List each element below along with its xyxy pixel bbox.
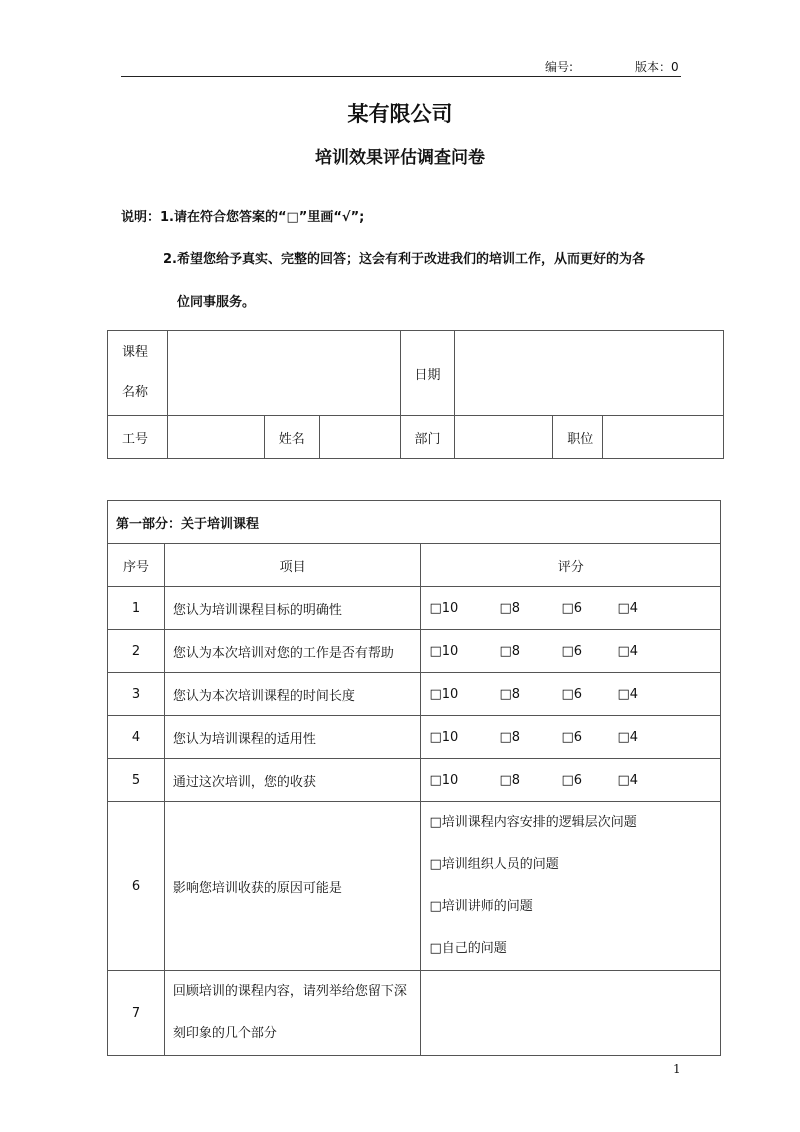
column-header-score: 评分 xyxy=(421,544,721,587)
trainee-info-table xyxy=(107,330,724,459)
section-title: 第一部分：关于培训课程 xyxy=(108,501,721,544)
score-option-checkbox[interactable]: □8 xyxy=(499,686,520,702)
score-option-checkbox[interactable]: □10 xyxy=(429,600,459,616)
score-option-checkbox[interactable]: □10 xyxy=(429,643,459,659)
reason-option-checkbox[interactable]: □培训讲师的问题 xyxy=(429,899,533,914)
column-header-no: 序号 xyxy=(108,544,165,587)
question-text: 您认为本次培训对您的工作是否有帮助 xyxy=(164,630,421,673)
page-number: 1 xyxy=(673,1062,681,1076)
question-row xyxy=(108,630,721,673)
score-option-checkbox[interactable]: □8 xyxy=(499,729,520,745)
score-option-checkbox[interactable]: □6 xyxy=(561,600,582,616)
answer-field[interactable] xyxy=(421,971,721,1056)
version-label: 版本：0 xyxy=(635,60,679,74)
question-row xyxy=(108,759,721,802)
question-row xyxy=(108,587,721,630)
question-text: 您认为本次培训课程的时间长度 xyxy=(164,673,421,716)
instruction-line-2: 2.希望您给予真实、完整的回答；这会有利于改进我们的培训工作，从而更好的为各 xyxy=(163,252,645,267)
score-option-checkbox[interactable]: □4 xyxy=(617,686,638,702)
score-option-checkbox[interactable]: □6 xyxy=(561,729,582,745)
instruction-line-1: 说明：1.请在符合您答案的“□”里画“√”; xyxy=(121,210,365,225)
score-option-checkbox[interactable]: □4 xyxy=(617,772,638,788)
score-option-checkbox[interactable]: □8 xyxy=(499,772,520,788)
score-option-checkbox[interactable]: □8 xyxy=(499,600,520,616)
score-option-checkbox[interactable]: □10 xyxy=(429,772,459,788)
score-option-checkbox[interactable]: □10 xyxy=(429,686,459,702)
question-row xyxy=(108,673,721,716)
column-header-item: 项目 xyxy=(164,544,421,587)
score-option-checkbox[interactable]: □4 xyxy=(617,729,638,745)
row-number: 5 xyxy=(108,759,165,802)
row-number: 7 xyxy=(108,971,165,1056)
row-number: 4 xyxy=(108,716,165,759)
score-option-checkbox[interactable]: □6 xyxy=(561,643,582,659)
score-option-checkbox[interactable]: □4 xyxy=(617,600,638,616)
instruction-line-3: 位同事服务。 xyxy=(177,295,256,310)
question-text: 通过这次培训，您的收获 xyxy=(164,759,421,802)
question-text: 您认为培训课程目标的明确性 xyxy=(164,587,421,630)
score-option-checkbox[interactable]: □6 xyxy=(561,772,582,788)
score-options xyxy=(421,630,721,673)
row-number: 2 xyxy=(108,630,165,673)
reason-options xyxy=(421,802,721,971)
score-options xyxy=(421,759,721,802)
document-number-label: 编号: xyxy=(545,60,574,74)
question-text: 您认为培训课程的适用性 xyxy=(164,716,421,759)
row-number: 1 xyxy=(108,587,165,630)
name-field[interactable] xyxy=(319,416,400,459)
score-options xyxy=(421,587,721,630)
question-row xyxy=(108,716,721,759)
position-label: 职位 xyxy=(553,416,603,459)
course-name-field[interactable] xyxy=(167,331,400,416)
score-options xyxy=(421,716,721,759)
survey-title: 培训效果评估调查问卷 xyxy=(315,148,485,168)
row-number: 3 xyxy=(108,673,165,716)
question-text: 影响您培训收获的原因可能是 xyxy=(164,802,421,971)
score-option-checkbox[interactable]: □10 xyxy=(429,729,459,745)
employee-id-label: 工号 xyxy=(108,416,168,459)
header-rule xyxy=(121,76,681,77)
company-title: 某有限公司 xyxy=(347,102,453,126)
score-option-checkbox[interactable]: □8 xyxy=(499,643,520,659)
department-field[interactable] xyxy=(455,416,553,459)
date-label: 日期 xyxy=(400,331,455,416)
reason-option-checkbox[interactable]: □自己的问题 xyxy=(429,941,507,956)
date-field[interactable] xyxy=(455,331,724,416)
question-text: 回顾培训的课程内容，请列举给您留下深 刻印象的几个部分 xyxy=(164,971,421,1056)
position-field[interactable] xyxy=(603,416,724,459)
course-name-label: 课程 名称 xyxy=(108,331,168,416)
department-label: 部门 xyxy=(400,416,455,459)
row-number: 6 xyxy=(108,802,165,971)
score-option-checkbox[interactable]: □4 xyxy=(617,643,638,659)
reason-option-checkbox[interactable]: □培训组织人员的问题 xyxy=(429,857,559,872)
employee-id-field[interactable] xyxy=(167,416,264,459)
score-option-checkbox[interactable]: □6 xyxy=(561,686,582,702)
score-options xyxy=(421,673,721,716)
name-label: 姓名 xyxy=(264,416,319,459)
course-evaluation-table xyxy=(107,500,721,1056)
reason-option-checkbox[interactable]: □培训课程内容安排的逻辑层次问题 xyxy=(429,815,637,830)
